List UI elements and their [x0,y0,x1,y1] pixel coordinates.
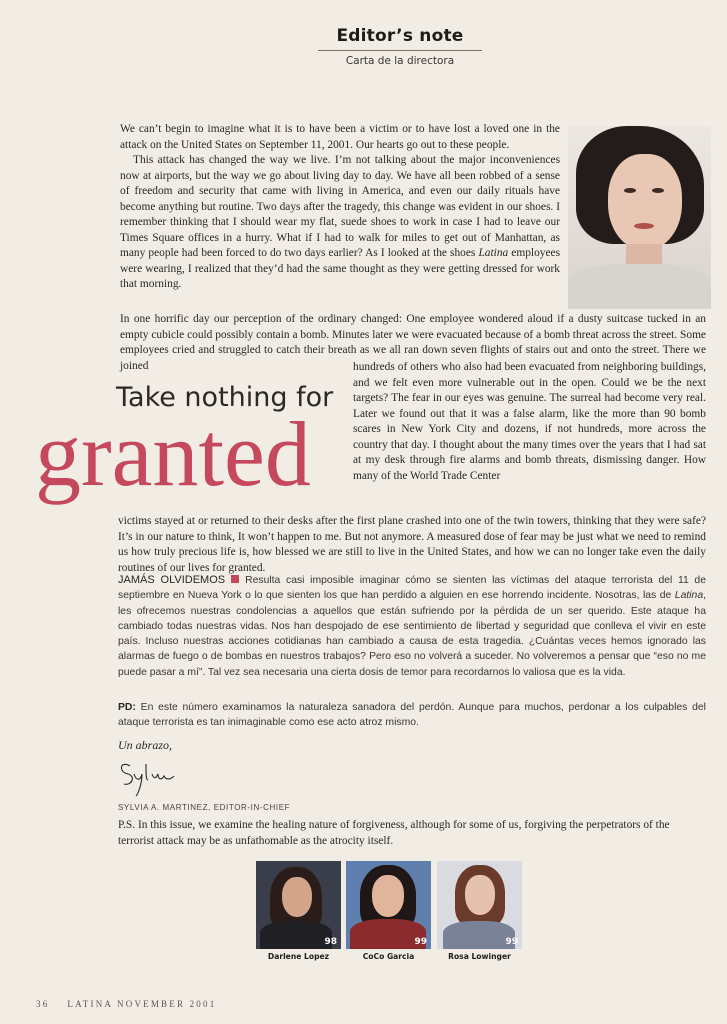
closing-column [118,514,706,576]
page-subtitle: Carta de la directora [345,55,455,67]
headline-line-2: granted [35,403,311,505]
staff-name: Rosa Lowinger [448,952,511,961]
staff-card [346,861,431,961]
page-number: 36 [36,999,50,1009]
paragraph-1: We can’t begin to imagine what it is to have been a victim or to have lost a loved one in the attack on the United States on September 11, 2001. Our hearts go out to these people. [120,123,560,151]
header-divider [318,50,482,51]
staff-name: Darlene Lopez [267,952,330,961]
editor-portrait-photo [568,126,711,309]
page-ref: 99 [414,937,427,947]
side-paragraph: hundreds of others who also had been evacuated from neighboring buildings, and we felt even more vulnerable out in the open. Could we be the next targets? The fear in our eyes was genuine. The surreal had become very real. Later we found out that it was a false alarm, like the more than 90 bomb scares in New York City and dozens, if not hundreds, more across the country that day. I thought about the many times over the years that I had sat at my desk through fire alarms and bomb threats, dismissing danger. How many of the World Trade Center [353,361,706,482]
staff-card [437,861,522,961]
editor-name: SYLVIA A. MARTINEZ, EDITOR-IN-CHIEF [118,803,291,812]
closing-paragraph: victims stayed at or returned to their desks after the first plane crashed into one of the twin towers, thinking that they were safe? It’s in our nature to think, It won’t happen to me. But not anymore. A measured dose of fear may be just what we need to remind us how truly precious life is, how blessed we are still to live in the United States, and how we can no longer take even the daily routines of our lives for granted. [118,515,706,574]
headline-line-1: Take nothing for [116,382,334,413]
staff-photo [346,861,431,949]
paragraph-3: In one horrific day our perception of the ordinary changed: One employee wondered aloud if a dusty suitcase tucked in an empty cubicle could possibly contain a bomb. Minutes later we were evacuated because of a bomb threat across the street. Some employees cried and struggled to catch their breath as we all ran down seven flights of stairs out and onto the street. There we joined [120,313,706,372]
postscript: P.S. In this issue, we examine the healing nature of forgiveness, although for some of us, forgiving the perpetrators of the terrorist attack may be as unfathomable as the atrocity itself. [118,819,670,847]
publication-line: LATINA NOVEMBER 2001 [67,999,217,1009]
page-ref: 98 [324,937,337,947]
spanish-heading: JAMÁS OLVIDEMOS [118,574,226,586]
closing-salutation: Un abrazo, [118,738,173,752]
square-bullet-icon [231,575,239,583]
header [300,26,500,67]
staff-name: CoCo Garcia [362,952,415,961]
staff-photo [256,861,341,949]
intro-column [120,122,560,293]
spanish-postscript: PD: En este número examinamos la naturaleza sanadora del perdón. Aunque para muchos, perdonar a los culpables del ataque terrorista es tan inimaginable como ese acto atroz mismo. [118,702,706,729]
pd-label: PD: [118,702,136,713]
paragraph-2: This attack has changed the way we live. I’m not talking about the major inconveniences now at airports, but the way we go about living day to day. We have all been robbed of a sense of freedom and security that came with living in America, and even our daily rituals have become anything but routine. Two days after the tragedy, this change was evident in our shoes. I remember thinking that I should wear my flat, suede shoes to work in case I had to leave our Times Square offices in a hurry. What if I had to walk for miles to get out of Manhattan, as many people had been forced to do two days earlier? As I looked at the shoes Latina employees were wearing, I realized that they’d had the same thought as they were getting dressed for work that morning. [120,154,560,290]
side-column [353,360,706,484]
staff-card [256,861,341,961]
staff-photo [437,861,522,949]
page-footer [36,999,216,1009]
page-title: Editor’s note [336,26,464,46]
page-ref: 99 [505,937,518,947]
signature [116,752,186,798]
spanish-summary: JAMÁS OLVIDEMOS Resulta casi imposible imaginar cómo se sienten las víctimas del ataque terrorista del 11 de septiembre en Nueva York o lo que sienten los que han perdido a alguien en ese horrendo incidente. Nosotras, las de Latina, les ofrecemos nuestras condolencias a aquellos que están sufriendo por la pérdida de un ser querido. Este ataque ha cambiado todas nuestras vidas. Nos han despojado de ese sentimiento de libertad y seguridad que conlleva el vivir en este país. Incluso nuestras acciones cotidianas han cambiado a causa de esta tragedia. ¿Cuántas veces hemos ignorado las alarmas de fuego o de bombas en nuestros trabajos? Pero eso no volverá a suceder. No volveremos a pensar que “eso no me puede pasar a mí”. Tal vez sea necesaria una cierta dosis de temor para recordarnos lo valiosa que es la vida. [118,574,706,678]
